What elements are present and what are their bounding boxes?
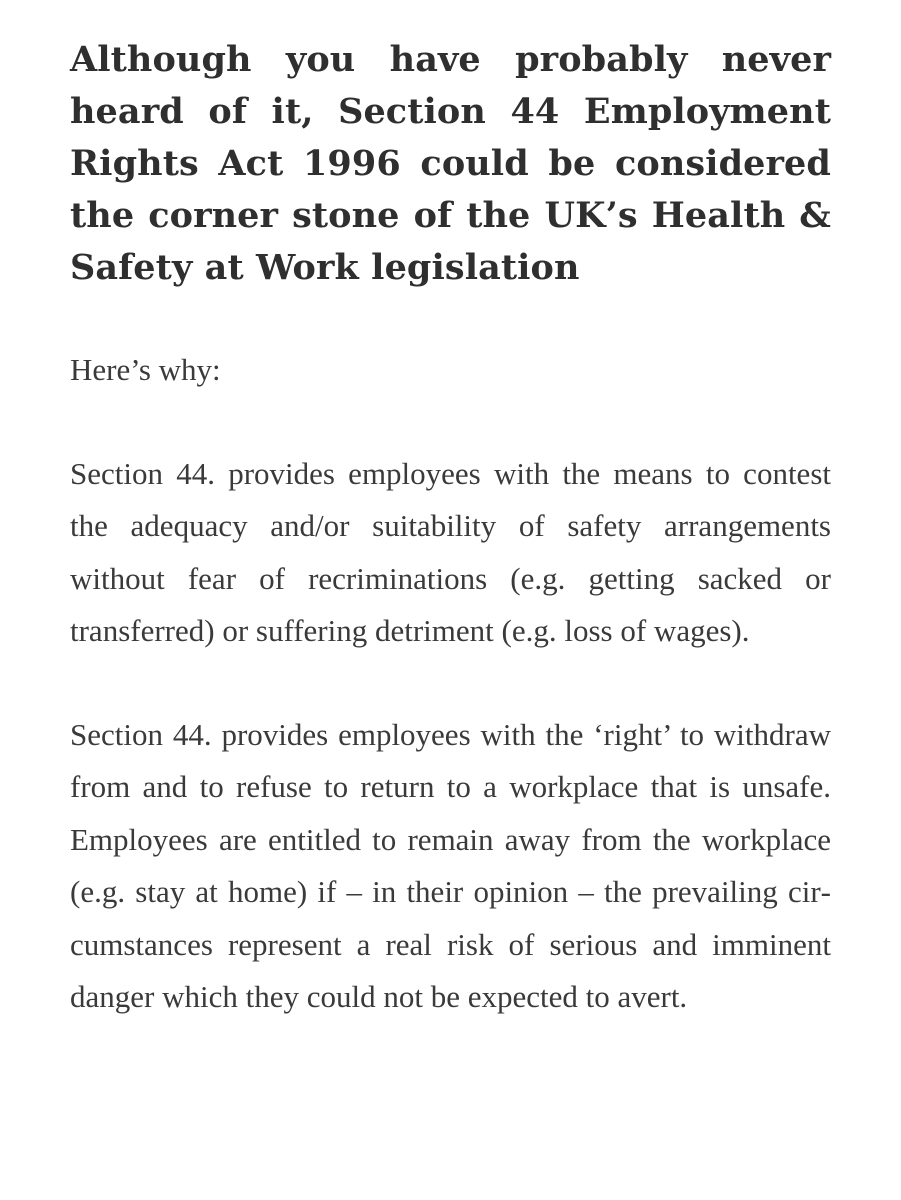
paragraph-right-to-withdraw: Section 44. provides employees with the ‘right’ to withdraw from and to refuse to return to a workplace that is unsafe. Employees are entitled to remain away from the workplace (e.g. stay at home) if – in their opinion – the prevailing circumstances represent a real risk of serious and imminent danger which they could not be expected to avert.	[70, 716, 831, 1014]
article-body	[70, 34, 831, 1024]
article-headline: Although you have probably never heard of it, Section 44 Employment Rights Act 1996 could be considered the corner stone of the UK’s Health & Safety at Work legislation	[70, 39, 831, 288]
paragraph-means-to-contest: Section 44. provides employees with the means to contest the adequacy and/or suitability of safety arrangements without fear of recriminations (e.g. getting sacked or transferred) or suffering detriment (e.g. loss of wages).	[70, 455, 831, 648]
intro-text: Here’s why:	[70, 352, 221, 387]
